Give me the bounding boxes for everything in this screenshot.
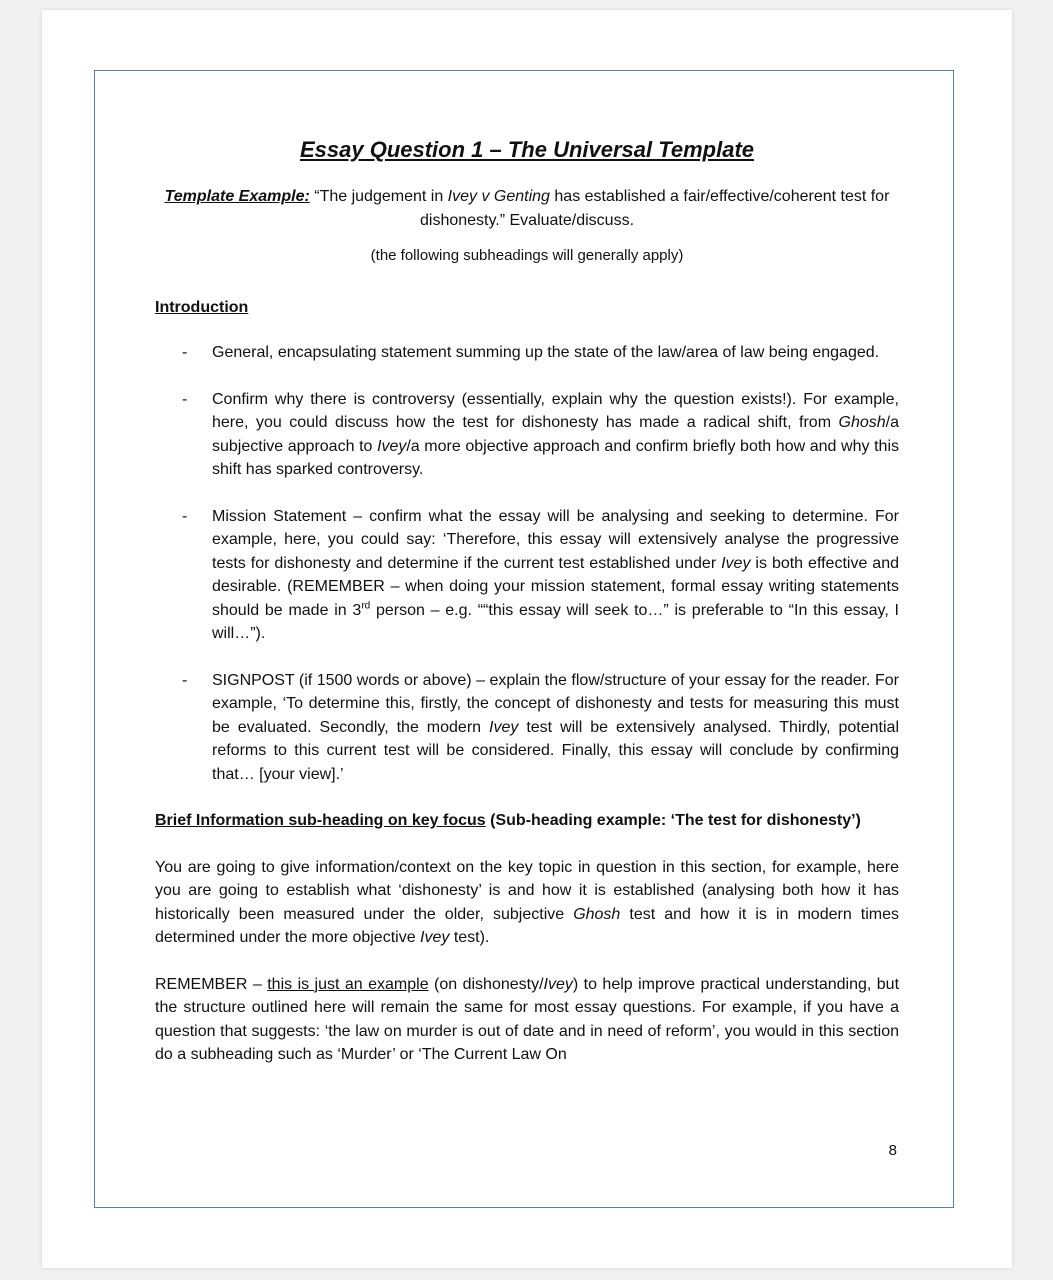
document-page xyxy=(42,10,1012,1268)
bullet-marker: - xyxy=(182,390,188,408)
paragraph-text: You are going to give information/context on the key topic in question in this section, for example, here you are going to establish what ‘dishonesty’ is and how it is established (analysing both how it has historically been measured under the older, subjective xyxy=(155,858,899,923)
case-name: Ivey xyxy=(377,437,407,455)
ordinal-suffix: rd xyxy=(361,600,371,612)
brief-information-heading-example: (Sub-heading example: ‘The test for dishonesty’) xyxy=(485,812,861,829)
bullet-text: person – e.g. ““this essay will seek to…” is preferable to “In this essay, I will…”). xyxy=(212,601,899,642)
case-name: Ivey xyxy=(420,929,450,946)
bullet-text: SIGNPOST (if 1500 words or above) – explain the flow/structure of your essay for the reader. For example, ‘To determine this, firstly, the concept of dishonesty and tests for measuring this must be evaluated. Secondly, the modern xyxy=(212,671,899,736)
page-number: 8 xyxy=(888,1142,897,1159)
brief-information-heading-underlined: Brief Information sub-heading on key focus xyxy=(155,812,486,829)
bullet-marker: - xyxy=(182,671,188,689)
introduction-heading: Introduction xyxy=(155,298,249,316)
subheadings-note: (the following subheadings will generally apply) xyxy=(370,247,684,264)
bullet-text: /a more objective approach and confirm briefly both how and why this shift has sparked controversy. xyxy=(212,437,899,478)
bullet-text: test will be extensively analysed. Thirdly, potential reforms to this current test will be considered. Finally, this essay will conclude by confirming that… [your view].’ xyxy=(212,718,899,783)
list-item xyxy=(155,505,899,646)
list-item xyxy=(155,388,899,482)
template-example-text-2: has established a fair/effective/coherent test for dishonesty.” Evaluate/discuss. xyxy=(419,188,890,229)
bullet-text: is both effective and desirable. (REMEMBER – when doing your mission statement, formal essay writing statements should be made in 3 xyxy=(212,554,900,619)
bullet-text: /a subjective approach to xyxy=(212,414,899,455)
template-example xyxy=(155,185,899,232)
bullet-marker: - xyxy=(182,344,188,361)
case-name: Ivey xyxy=(543,975,573,993)
case-name: Ivey xyxy=(489,718,519,736)
underlined-phrase: this is just an example xyxy=(267,975,429,993)
case-name: Ghosh xyxy=(838,414,886,431)
page-content xyxy=(155,135,899,1090)
case-name: Ivey xyxy=(721,554,751,572)
remember-paragraph xyxy=(155,973,899,1067)
paragraph-text: test and how it is in modern times determined under the more objective xyxy=(155,905,899,946)
case-name: Ghosh xyxy=(573,905,621,923)
brief-information-paragraph xyxy=(155,856,899,950)
document-title: Essay Question 1 – The Universal Template xyxy=(299,137,755,162)
bullet-marker: - xyxy=(182,507,188,525)
paragraph-text: REMEMBER – xyxy=(155,975,268,993)
list-item xyxy=(155,669,899,787)
template-example-text-1: “The judgement in xyxy=(309,188,448,205)
bullet-text: Confirm why there is controversy (essentially, explain why the question exists!). For example, here, you could discuss how the test for dishonesty has made a radical shift, from xyxy=(212,390,899,431)
paragraph-text: test). xyxy=(449,929,490,946)
template-example-case: Ivey v Genting xyxy=(447,188,550,205)
bullet-text: Mission Statement – confirm what the essay will be analysing and seeking to determine. For example, here, you could say: ‘Therefore, this essay will extensively analyse the progressive tests for dishonesty and determine if the current test established under xyxy=(212,507,899,572)
paragraph-text: ) to help improve practical understanding, but the structure outlined here will remain the same for most essay questions. For example, if you have a question that suggests: ‘the law on murder is out of date and in need of reform’, you would in this section do a subheading such as ‘Murder’ or ‘The Current Law On xyxy=(155,975,900,1063)
paragraph-text: (on dishonesty/ xyxy=(428,975,544,993)
bullet-text: General, encapsulating statement summing up the state of the law/area of law being engaged. xyxy=(212,344,880,361)
template-example-label: Template Example: xyxy=(164,188,310,205)
list-item xyxy=(155,341,899,365)
introduction-bullet-list xyxy=(155,341,899,786)
brief-information-heading xyxy=(155,809,899,833)
